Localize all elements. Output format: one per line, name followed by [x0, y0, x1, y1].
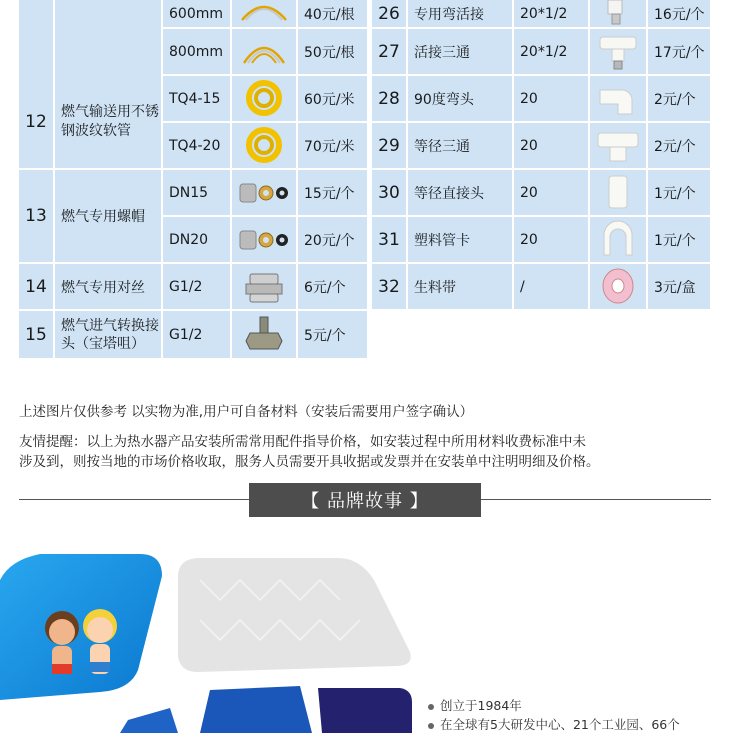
section-title-banner: 【 品牌故事 】: [249, 483, 481, 517]
item-number: 29: [372, 123, 406, 168]
reminder-note-line2: 涉及到，则按当地的市场价格收取，服务人员需要开具收据或发票并在安装单中注明明细及价格。: [19, 454, 600, 470]
item-number: 28: [372, 76, 406, 121]
price-cell: 5元/个: [298, 311, 367, 358]
spec-cell: G1/2: [163, 264, 230, 309]
price-cell: 16元/个: [648, 0, 710, 27]
price-cell: 3元/盒: [648, 264, 710, 309]
section-divider-right: [481, 499, 711, 500]
spec-cell: 800mm: [163, 29, 230, 74]
price-cell: 20元/个: [298, 217, 367, 262]
image-cell: [232, 0, 296, 27]
price-cell: 1元/个: [648, 217, 710, 262]
price-cell: 17元/个: [648, 29, 710, 74]
price-cell: 60元/米: [298, 76, 367, 121]
item-name: 塑料管卡: [408, 217, 512, 262]
straight-coupling-icon: [590, 170, 646, 215]
spec-cell: G1/2: [163, 311, 230, 358]
nut-icon: [232, 217, 296, 262]
item-name: 燃气专用对丝: [55, 264, 161, 309]
disclaimer-note: 上述图片仅供参考 以实物为准,用户可自备材料（安装后需要用户签字确认）: [19, 404, 474, 420]
price-cell: 50元/根: [298, 29, 367, 74]
price-cell: 70元/米: [298, 123, 367, 168]
spec-cell: 20: [514, 170, 588, 215]
spec-cell: 20: [514, 123, 588, 168]
bullet-dot-icon: [428, 723, 434, 729]
elbow-union-icon: [590, 0, 646, 27]
item-number: 15: [19, 311, 53, 358]
price-cell: 6元/个: [298, 264, 367, 309]
union-tee-icon: [590, 29, 646, 74]
item-number: 14: [19, 264, 53, 309]
pipe-clip-icon: [590, 217, 646, 262]
image-cell: [590, 170, 646, 215]
dark-blue-tile-2: [200, 686, 312, 733]
brand-bullet: 创立于1984年: [428, 696, 522, 714]
bent-pipe-icon: [232, 0, 296, 27]
item-number: 12: [19, 76, 53, 168]
item-name: 燃气进气转换接头（宝塔咀）: [55, 311, 161, 358]
section-divider-left: [19, 499, 249, 500]
grey-pattern-tile: [178, 558, 411, 672]
equal-tee-icon: [590, 123, 646, 168]
bullet-dot-icon: [428, 704, 434, 710]
yellow-corrugated-hose-icon: [232, 76, 296, 121]
nipple-fitting-icon: [232, 264, 296, 309]
item-name: 等径直接头: [408, 170, 512, 215]
item-name: 燃气专用螺帽: [55, 170, 161, 262]
image-cell: [590, 264, 646, 309]
spec-cell: 600mm: [163, 0, 230, 27]
spec-cell: DN15: [163, 170, 230, 215]
price-cell: 2元/个: [648, 123, 710, 168]
item-number: 27: [372, 29, 406, 74]
spec-cell: TQ4-15: [163, 76, 230, 121]
item-number: 30: [372, 170, 406, 215]
spec-cell: TQ4-20: [163, 123, 230, 168]
nut-icon: [232, 170, 296, 215]
image-cell: [232, 264, 296, 309]
reminder-note-line1: 友情提醒：以上为热水器产品安装所需常用配件指导价格，如安装过程中所用材料收费标准中未: [19, 434, 586, 450]
price-cell: 2元/个: [648, 76, 710, 121]
item-name: 活接三通: [408, 29, 512, 74]
image-cell: [232, 123, 296, 168]
item-number: 26: [372, 0, 406, 27]
spec-cell: 20*1/2: [514, 29, 588, 74]
image-cell: [590, 76, 646, 121]
image-cell: [590, 123, 646, 168]
item-number: 31: [372, 217, 406, 262]
price-cell: 1元/个: [648, 170, 710, 215]
hose-barb-adapter-icon: [232, 311, 296, 358]
spec-cell: 20*1/2: [514, 0, 588, 27]
item-name: 90度弯头: [408, 76, 512, 121]
spec-cell: 20: [514, 217, 588, 262]
price-cell: 15元/个: [298, 170, 367, 215]
brand-story-graphic: [0, 540, 420, 733]
image-cell: [590, 217, 646, 262]
item-number: 13: [19, 170, 53, 262]
image-cell: [590, 0, 646, 27]
item-number: 32: [372, 264, 406, 309]
image-cell: [590, 29, 646, 74]
elbow-90-icon: [590, 76, 646, 121]
item-name: 专用弯活接: [408, 0, 512, 27]
bent-pipe-icon: [232, 29, 296, 74]
spec-cell: /: [514, 264, 588, 309]
image-cell: [232, 311, 296, 358]
image-cell: [232, 29, 296, 74]
dark-navy-tile: [318, 688, 412, 733]
image-cell: [232, 217, 296, 262]
dark-blue-tile-1: [120, 708, 178, 733]
image-cell: [232, 170, 296, 215]
spec-cell: DN20: [163, 217, 230, 262]
item-name: 生料带: [408, 264, 512, 309]
item-name: 燃气输送用不锈钢波纹软管: [55, 76, 161, 168]
spec-cell: 20: [514, 76, 588, 121]
ptfe-tape-icon: [590, 264, 646, 309]
brand-bullet: 在全球有5大研发中心、21个工业园、66个: [428, 715, 680, 733]
yellow-corrugated-hose-icon: [232, 123, 296, 168]
image-cell: [232, 76, 296, 121]
blue-tile: [0, 554, 162, 700]
price-cell: 40元/根: [298, 0, 367, 27]
item-name: 等径三通: [408, 123, 512, 168]
